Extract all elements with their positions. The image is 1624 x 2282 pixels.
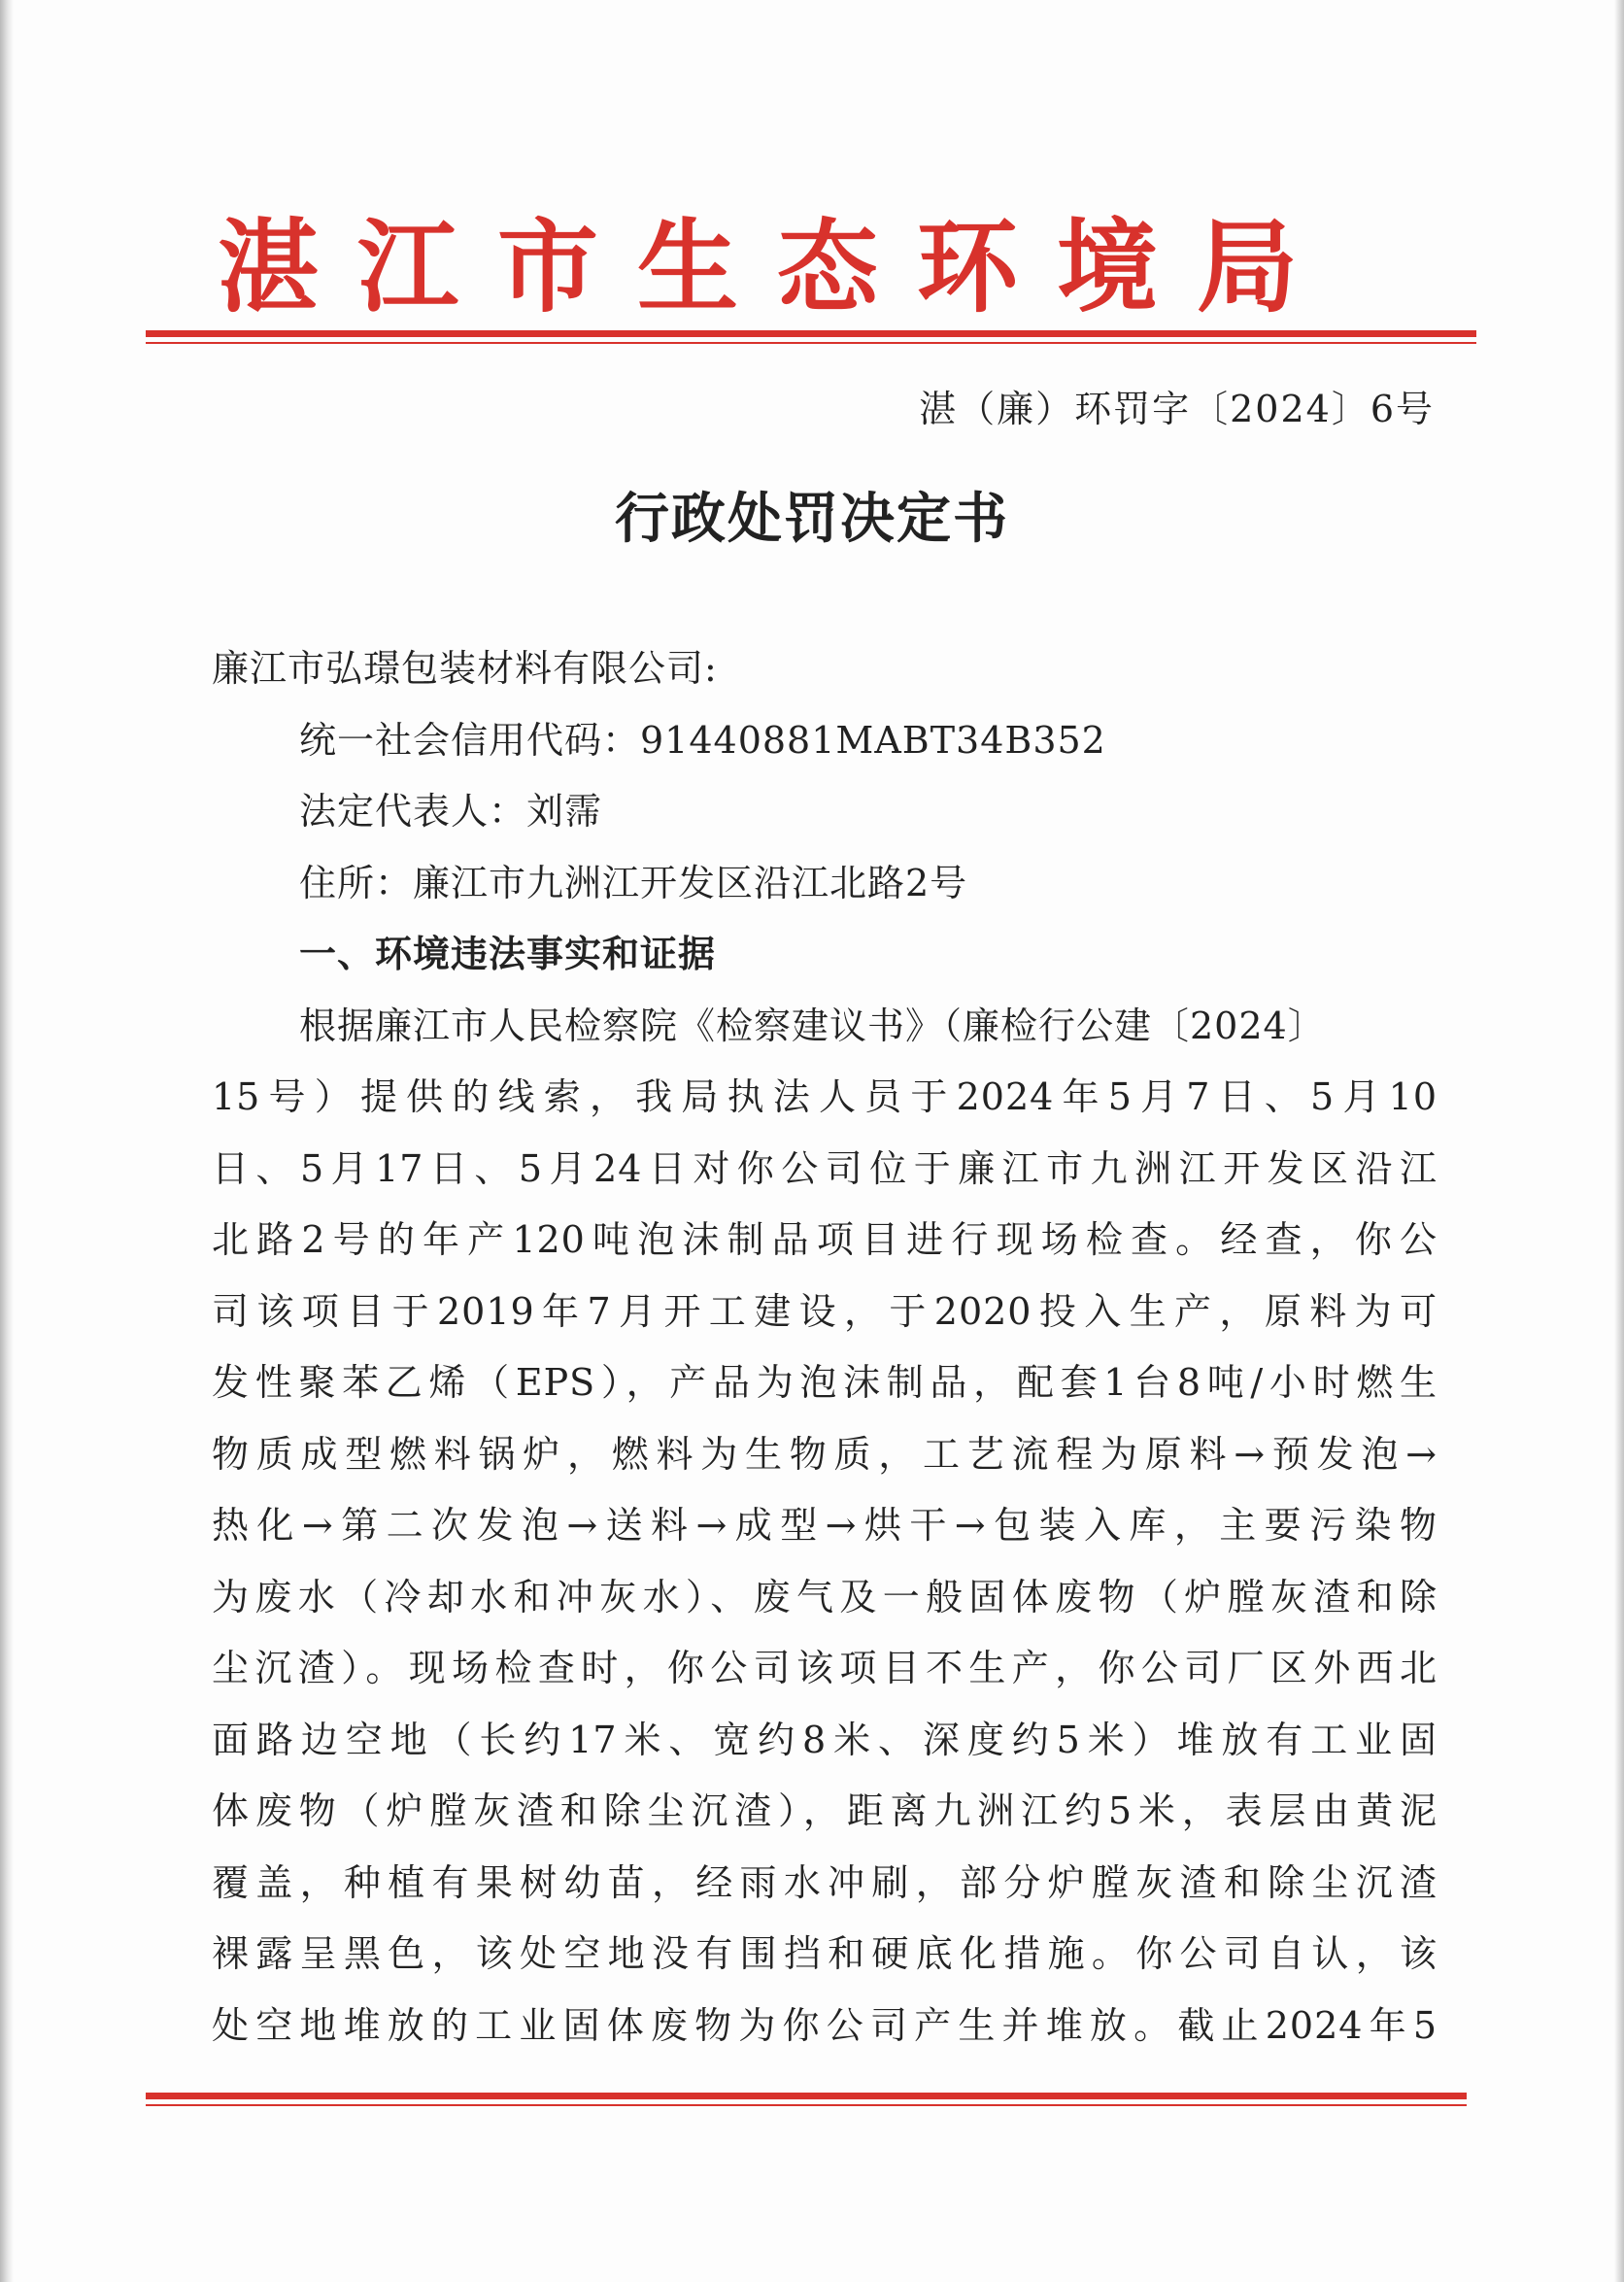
- body-line: 热化→第二次发泡→送料→成型→烘干→包装入库，主要污染物: [212, 1504, 1438, 1547]
- body-line: 面路边空地（长约17米、宽约8米、深度约5米）堆放有工业固: [212, 1718, 1438, 1761]
- agency-header: 湛江市生态环境局: [217, 207, 1336, 326]
- document-title: 行政处罚决定书: [615, 487, 1009, 551]
- body-line: 裸露呈黑色，该处空地没有围挡和硬底化措施。你公司自认，该: [212, 1932, 1438, 1975]
- body-line: 发性聚苯乙烯（EPS），产品为泡沫制品，配套1台8吨/小时燃生: [212, 1361, 1438, 1404]
- document-body: [212, 633, 1438, 2061]
- body-line: 北路2号的年产120吨泡沫制品项目进行现场检查。经查，你公: [212, 1218, 1438, 1261]
- body-line: 司该项目于2019年7月开工建设，于2020投入生产，原料为可: [212, 1289, 1438, 1333]
- recipient-company: 廉江市弘璟包装材料有限公司:: [212, 647, 718, 690]
- scan-edge-right: [1614, 0, 1624, 2282]
- address: 住所：廉江市九洲江开发区沿江北路2号: [299, 861, 968, 904]
- body-line: 体废物（炉膛灰渣和除尘沉渣），距离九洲江约5米，表层由黄泥: [212, 1789, 1438, 1832]
- section-heading: 一、环境违法事实和证据: [299, 933, 717, 975]
- header-red-rule: [146, 330, 1476, 337]
- body-line: 15号）提供的线索，我局执法人员于2024年5月7日、5月10: [212, 1075, 1438, 1118]
- body-line: 为废水（冷却水和冲灰水）、废气及一般固体废物（炉膛灰渣和除: [212, 1575, 1438, 1618]
- body-line: 处空地堆放的工业固体废物为你公司产生并堆放。截止2024年5: [212, 2003, 1438, 2047]
- body-line: 物质成型燃料锅炉，燃料为生物质，工艺流程为原料→预发泡→: [212, 1432, 1438, 1476]
- footer-red-rule: [146, 2093, 1467, 2099]
- header-red-rule-thin: [146, 342, 1476, 344]
- footer-red-rule-thin: [146, 2104, 1467, 2106]
- body-line: 日、5月17日、5月24日对你公司位于廉江市九洲江开发区沿江: [212, 1146, 1438, 1190]
- scan-edge-left: [0, 0, 14, 2282]
- credit-code: 统一社会信用代码：91440881MABT34B352: [299, 718, 1106, 762]
- legal-representative: 法定代表人：刘霈: [299, 790, 603, 833]
- document-number: 湛（廉）环罚字〔2024〕6号: [919, 388, 1435, 430]
- body-line: 覆盖，种植有果树幼苗，经雨水冲刷，部分炉膛灰渣和除尘沉渣: [212, 1860, 1438, 1904]
- body-line: 尘沉渣）。现场检查时，你公司该项目不生产，你公司厂区外西北: [212, 1647, 1438, 1689]
- body-line: 根据廉江市人民检察院《检察建议书》（廉检行公建〔2024〕: [299, 1004, 1326, 1047]
